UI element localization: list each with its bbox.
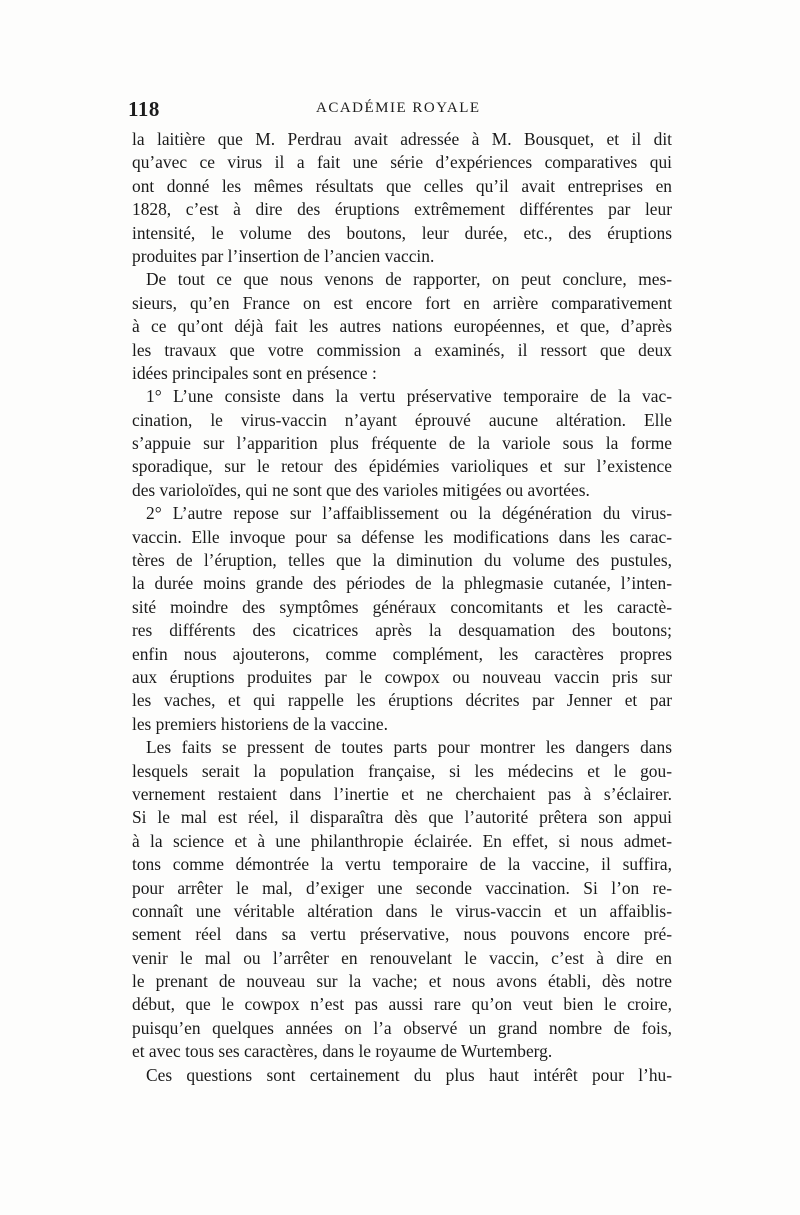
text-line: tons comme démontrée la vertu temporaire de la vaccine, il suffira, — [132, 854, 672, 875]
text-line: pour arrêter le mal, d’exiger une seconde vaccination. Si l’on re- — [132, 877, 672, 898]
text-line: à la science et à une philanthropie éclairée. En effet, si nous admet- — [132, 830, 672, 851]
text-line: début, que le cowpox n’est pas aussi rare qu’on veut bien le croire, — [132, 994, 672, 1015]
text-line: qu’avec ce virus il a fait une série d’expériences comparatives qui — [132, 152, 672, 173]
text-line: cination, le virus-vaccin n’ayant éprouvé aucune altération. Elle — [132, 409, 672, 430]
body-text — [132, 128, 672, 1087]
text-line: idées principales sont en présence : — [132, 362, 377, 383]
text-line: puisqu’en quelques années on l’a observé un grand nombre de fois, — [132, 1017, 672, 1038]
text-line: à ce qu’ont déjà fait les autres nations européennes, et que, d’après — [132, 316, 672, 337]
paragraph-first-line: 2° L’autre repose sur l’affaiblissement ou la dégénération du virus- — [146, 503, 672, 524]
text-line: des varioloïdes, qui ne sont que des varioles mitigées ou avortées. — [132, 479, 590, 500]
text-line: s’appuie sur l’apparition plus fréquente de la variole sous la forme — [132, 433, 672, 454]
text-line: sieurs, qu’en France on est encore fort en arrière comparativement — [132, 292, 672, 313]
text-line: res différents des cicatrices après la desquamation des boutons; — [132, 620, 672, 641]
text-line: connaît une véritable altération dans le virus-vaccin et un affaiblis- — [132, 900, 672, 921]
text-line: les travaux que votre commission a examinés, il ressort que deux — [132, 339, 672, 360]
text-line: sporadique, sur le retour des épidémies varioliques et sur l’existence — [132, 456, 672, 477]
text-line: ont donné les mêmes résultats que celles qu’il avait entreprises en — [132, 175, 672, 196]
text-line: tères de l’éruption, telles que la diminution du volume des pustules, — [132, 550, 672, 571]
text-line: vernement restaient dans l’inertie et ne cherchaient pas à s’éclairer. — [132, 783, 672, 804]
text-line: intensité, le volume des boutons, leur durée, etc., des éruptions — [132, 222, 672, 243]
page-number: 118 — [128, 97, 160, 121]
text-line: vaccin. Elle invoque pour sa défense les modifications dans les carac- — [132, 526, 672, 547]
text-line: aux éruptions produites par le cowpox ou nouveau vaccin pris sur — [132, 666, 672, 687]
paragraph-first-line: Les faits se pressent de toutes parts pour montrer les dangers dans — [146, 737, 672, 758]
running-head-title: ACADÉMIE ROYALE — [316, 100, 481, 116]
text-line: et avec tous ses caractères, dans le royaume de Wurtemberg. — [132, 1041, 553, 1062]
text-line: 1828, c’est à dire des éruptions extrêmement différentes par leur — [132, 199, 672, 220]
text-line: lesquels serait la population française, si les médecins et le gou- — [132, 760, 672, 781]
paragraph-first-line: De tout ce que nous venons de rapporter, on peut conclure, mes- — [146, 269, 672, 290]
text-line: les premiers historiens de la vaccine. — [132, 713, 388, 734]
paragraph-first-line: Ces questions sont certainement du plus haut intérêt pour l’hu- — [146, 1064, 672, 1085]
text-line: le prenant de nouveau sur la vache; et nous avons établi, dès notre — [132, 971, 672, 992]
running-head — [128, 97, 680, 123]
text-line: enfin nous ajouterons, comme complément, les caractères propres — [132, 643, 672, 664]
text-line: Si le mal est réel, il disparaîtra dès que l’autorité prêtera son appui — [132, 807, 672, 828]
text-line: la durée moins grande des périodes de la phlegmasie cutanée, l’inten- — [132, 573, 672, 594]
paragraph-first-line: 1° L’une consiste dans la vertu préservative temporaire de la vac- — [146, 386, 672, 407]
text-line: sité moindre des symptômes généraux concomitants et les caractè- — [132, 596, 672, 617]
text-line: la laitière que M. Perdrau avait adressée à M. Bousquet, et il dit — [132, 129, 672, 149]
text-line: produites par l’insertion de l’ancien vaccin. — [132, 245, 435, 266]
text-line: sement réel dans sa vertu préservative, nous pouvons encore pré- — [132, 924, 672, 945]
text-line: venir le mal ou l’arrêter en renouvelant le vaccin, c’est à dire en — [132, 947, 672, 968]
text-line: les vaches, et qui rappelle les éruptions décrites par Jenner et par — [132, 690, 672, 711]
